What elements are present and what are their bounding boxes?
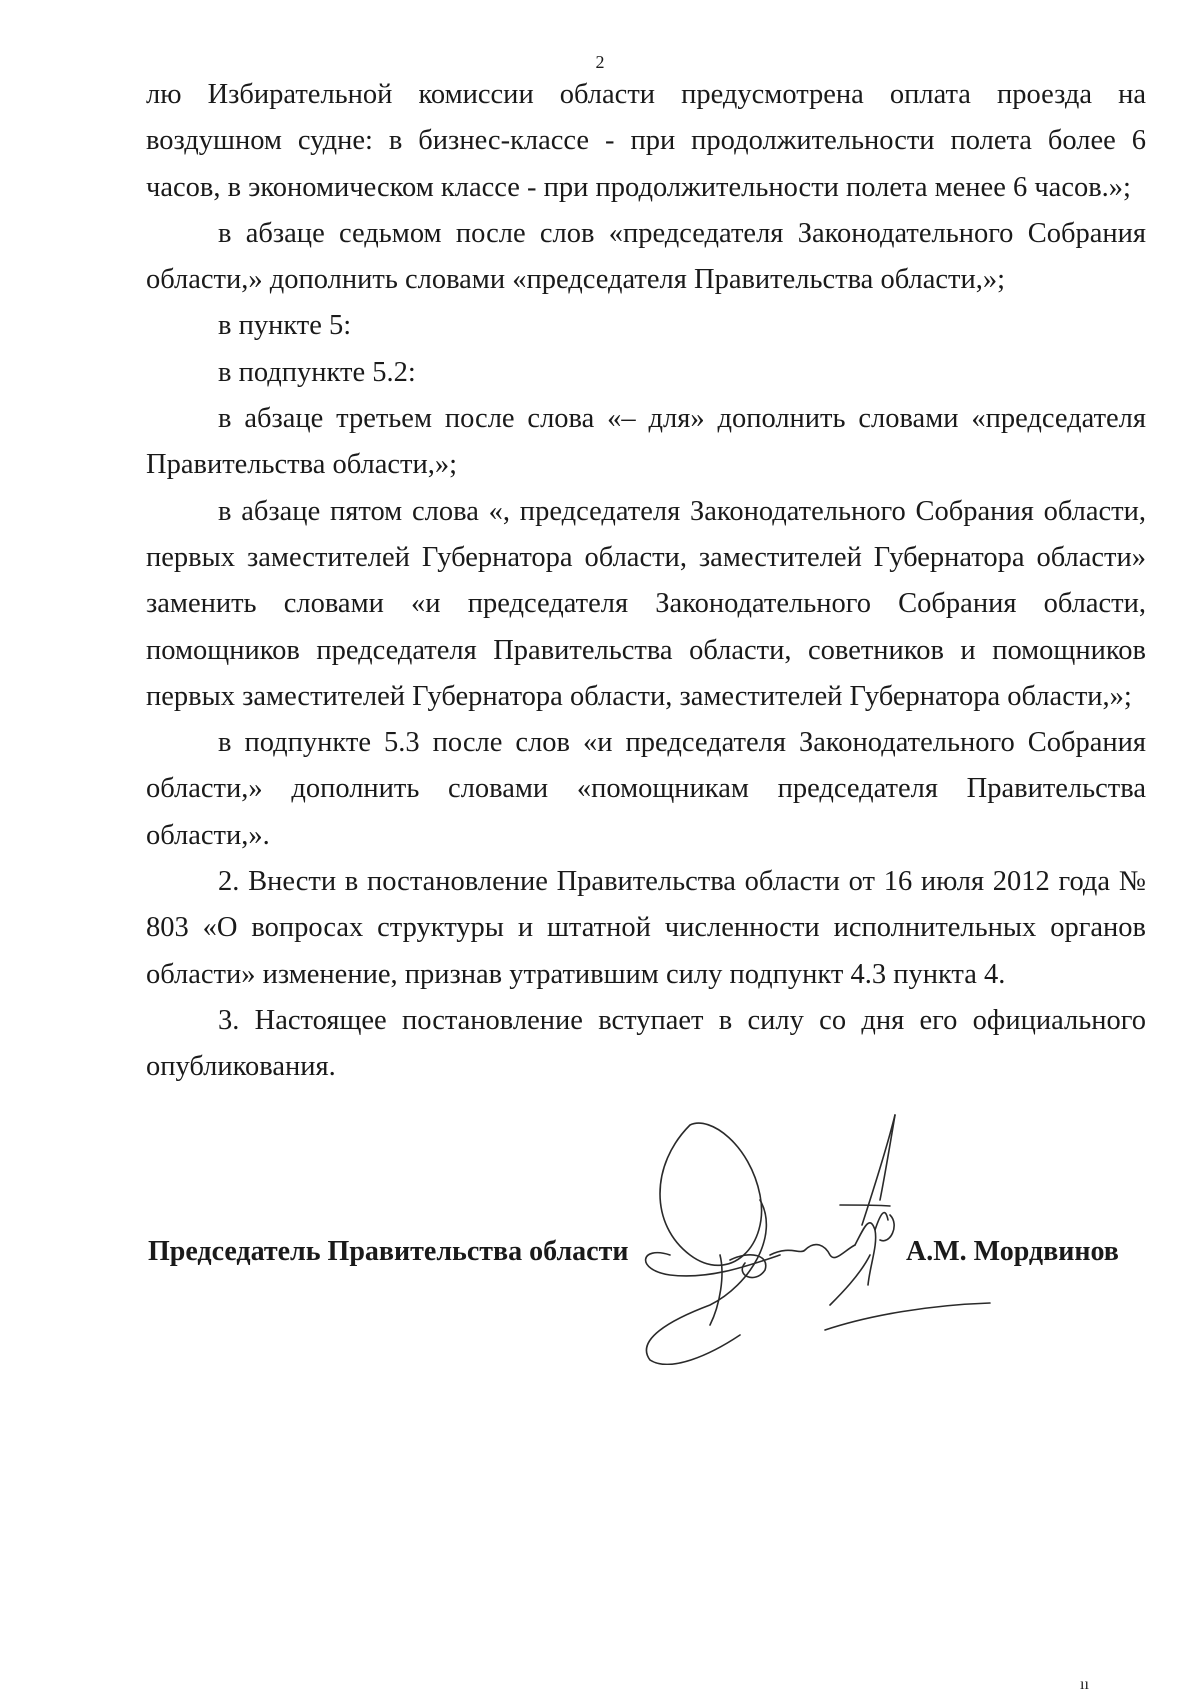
- paragraph-7: в подпункте 5.3 после слов «и председателя Законодательного Собрания области,» дополнить словами «помощникам председателя Правительства области,».: [146, 727, 1146, 851]
- paragraph-6: в абзаце пятом слова «, председателя Законодательного Собрания области, первых заместителей Губернатора области, заместителей Губернатора области» заменить словами «и председателя Законодательного Собрания области, помощников председателя Правительства области, советников и помощников первых заместителей Губернатора области, заместителей Губернатора области,»;: [146, 495, 1146, 712]
- paragraph-1: лю Избирательной комиссии области предусмотрена оплата проезда на воздушном судне: в бизнес-классе - при продолжительности полета более 6 часов, в экономическом классе - при продолжительности полета менее 6 часов.»;: [146, 79, 1146, 203]
- paragraph-9: 3. Настоящее постановление вступает в силу со дня его официального опубликования.: [146, 1004, 1146, 1083]
- paragraph-8: 2. Внести в постановление Правительства области от 16 июля 2012 года № 803 «О вопросах структуры и штатной численности исполнительных органов области» изменение, признав утратившим силу подпункт 4.3 пункта 4.: [146, 866, 1146, 990]
- paragraph-2: в абзаце седьмом после слов «председателя Законодательного Собрания области,» дополнить словами «председателя Правительства области,»;: [146, 217, 1146, 296]
- paragraph-5: в абзаце третьем после слова «– для» дополнить словами «председателя Правительства области,»;: [146, 403, 1146, 481]
- signer-title: Председатель Правительства области: [148, 1236, 629, 1267]
- corner-mark: ıı: [1080, 1676, 1089, 1693]
- handwritten-signature: [630, 1105, 1010, 1365]
- signer-name: А.М. Мордвинов: [906, 1236, 1119, 1267]
- paragraph-3: в пункте 5:: [218, 310, 352, 342]
- page-number: 2: [595, 52, 605, 72]
- paragraph-4: в подпункте 5.2:: [218, 356, 416, 388]
- document-body: [146, 72, 1146, 1091]
